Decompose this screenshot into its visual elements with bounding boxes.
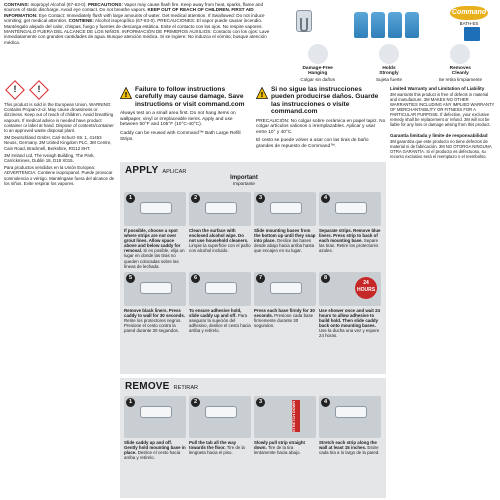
feature-holds-strongly: Holds Strongly Sujeta fuerte <box>359 44 419 82</box>
bottles-image <box>354 8 426 38</box>
warranty-column <box>390 86 496 165</box>
apply-step-2: 2 Clean the surface with enclosed alcohol wipe. Do not use household cleaners. Limpie la superficie con el paño con alcohol incluido. <box>189 192 251 269</box>
press-base-image <box>270 282 302 294</box>
warning-en: ! Failure to follow instructions carefully may cause damage. Save instructions or visit command.com Always test on a small area first. Do not hang items on wallpaper, vinyl or irreplaceable items. Apply and use between 50°F and 105°F (10°C-40°C). Caddy can be reused with Command™ Bath Large Refill Strips. <box>120 86 245 142</box>
eu-address-1: 3M Deutschland GmbH, Carl-Schurz-Str. 1, 41453 Neuss, Germany. 3M United Kingdom PLC, 3M Centre, Cain Road, Bracknell, Berkshire, RG12 8HT. <box>4 135 112 151</box>
contains-label: CONTAINS: <box>4 2 30 7</box>
remove-steps <box>124 396 382 460</box>
apply-step-4: 4 Separate strips. Remove blue liners. Press strip to back of each mounting base. Separe las tiras. Retire los protectores azules. <box>319 192 381 269</box>
apply-step-6: 6 To ensure adhesive hold, slide caddy up and off. Para asegurar la sujeción del adhesivo, deslice el cesto hacia arriba y retírelo. <box>189 272 251 339</box>
remove-title-es: RETIRAR <box>173 385 199 391</box>
apply-step-1: 1 If possible, choose a spot where strips are not over grout lines. Allow space above and below caddy for removal. Si es posible, elija un lugar en donde las tiras no queden colocadas sobre las líneas de lechada. <box>124 192 186 269</box>
warranty-title-es: Garantía limitada y límite de responsabilidad <box>390 133 488 138</box>
warning-es: ! Si no sigue las instrucciones pueden producirse daños. Guarde las instrucciones o visite command.com PRECAUCIÓN: No colgar sobre cerámica en papel tapiz. No colgar artículos valiosos o irremplazables. Aplicar y usar entre 10° y 40°C. El cesto se puede volver a usar con las tiras de baño grandes de repuesto de Command™. <box>256 86 386 149</box>
feature-strip <box>282 4 496 82</box>
hanger-image <box>286 6 322 40</box>
caddy-press-image <box>140 282 172 294</box>
stretch-down-label: STRETCH DOWN <box>292 400 300 432</box>
children-text: Eye Contact: Immediately flush with large amounts of water. Get medical attention. If Swallowed: Do not induce vomiting; get medical attention. <box>4 12 265 24</box>
keep-out-label: KEEP OUT OF REACH OF <box>147 7 204 13</box>
wipe-image <box>205 202 237 214</box>
brand-logo <box>450 6 494 40</box>
strip-image <box>335 202 367 214</box>
svg-text:!: ! <box>260 91 264 99</box>
warning-triangle-icon <box>256 87 268 99</box>
feature-removes-cleanly: Removes Cleanly Se retira limpiamente <box>430 44 490 82</box>
strength-icon <box>379 44 399 64</box>
svg-text:!: ! <box>124 91 128 99</box>
remove-step-4: 4 Stretch each strip along the wall at least 15 inches. Estire cada tira a lo largo de la pared. <box>319 396 381 460</box>
precautions-label: PRECAUTIONS: <box>87 2 123 7</box>
warranty-text: 3M warrants this product is free of defects in material and manufacture. 3M MAKES NO OTHER WARRANTIES INCLUDING ANY IMPLIED WARRANTY OF MERCHANTABILITY OR FITNESS FOR A PARTICULAR PURPOSE. If defective, your exclusive remedy shall be replacement or refund. 3M will not be liable for any loss or damage arising from this product. <box>390 92 495 127</box>
features-row <box>282 44 496 82</box>
important-note: Important Importante <box>230 175 258 187</box>
children-label: CHILDREN. FIRST AID INFORMATION: <box>4 7 254 18</box>
top-warning-block <box>4 2 280 45</box>
apply-step-5: 5 Remove black liners. Press caddy to wall for 30 seconds. Retire los protectores negros. Presione el cesto contra la pared durante 30 segundos. <box>124 272 186 339</box>
mounting-base-image <box>270 202 302 214</box>
wall-icon <box>308 44 328 64</box>
eu-address-2: 3M Ireland Ltd, The Iveagh Building, The Park, Carrickmines, Dublin 18, D18 X015. <box>4 152 95 164</box>
warning-triangle-icon <box>120 87 132 99</box>
warranty-title: Limited Warranty and Limitation of Liability <box>390 86 485 91</box>
apply-title: APPLY <box>125 165 159 176</box>
eu-info-column <box>4 80 116 188</box>
apply-title-es: APLICAR <box>162 169 187 175</box>
caddy-image <box>140 202 172 214</box>
hazard-pictograms <box>4 80 116 100</box>
remove-panel <box>120 378 386 498</box>
es-contiene-label: CONTIENE: <box>68 18 94 24</box>
brand-sub: BATH-ES <box>459 21 479 26</box>
remove-step-2: 2 Pull the tab all the way towards the floor. Tire de la lengüeta hacia el piso. <box>189 396 251 460</box>
apply-panel <box>120 162 386 374</box>
exclamation-hazard-icon <box>5 80 25 100</box>
package-icon <box>464 27 480 41</box>
flame-hazard-icon <box>29 80 49 100</box>
remove-step-3: 3 STRETCH DOWN Slowly pull strip straight down. Tire de la tira lentamente hacia abajo. <box>254 396 316 460</box>
remove-step-1: 1 Slide caddy up and off. Gently hold mounting base in place. Deslice el cesto hacia arriba y retírelo. <box>124 396 186 460</box>
feature-damage-free: Damage-Free Hanging Colgar sin daños <box>288 44 348 82</box>
remove-title: REMOVE <box>125 381 170 392</box>
precautions-text: Vapor may cause flash fire. Keep away from heat, sparks, flame and sources of static discharge. Avoid eye contact. Do not breathe vapors. <box>4 2 264 13</box>
eu-warning: This product is sold in the European Union. WARNING: Contains Propan-2-ol. May cause drowsiness or dizziness. Keep out of reach of children. Avoid breathing vapours. If medical advice is needed have product container or label at hand. Dispose of contents/container to an approved waste disposal plant. <box>4 102 114 134</box>
contains-text: Isopropyl Alcohol (67-63-0). <box>30 2 87 7</box>
instructions-warning <box>120 86 386 150</box>
slide-off-image <box>205 282 237 294</box>
apply-step-3: 3 Slide mounting bases from the bottom up until they snap into place. Deslice las bases desde abajo hacia arriba hasta que encajen en su lugar. <box>254 192 316 269</box>
24-hours-stamp: 24 HOURS <box>355 277 377 299</box>
brand-name: Command <box>450 6 488 20</box>
clean-remove-icon <box>450 44 470 64</box>
apply-step-7: 7 Press each base firmly for 30 seconds. Presione cada base firmemente durante 30 segundos. <box>254 272 316 339</box>
es-warning-text: Alcohol isopropílico (67-63-0). PRECAUCIONES: El vapor puede causar incendio. Manténgalo alejado del calor, chispas, fuego y fuentes de descarga estática. Evite el contacto con los ojos. No respire vapores. MANTÉNGALO FUERA DEL ALCANCE DE LOS NIÑOS. INFORMACIÓN DE PRIMEROS AUXILIOS: Contacto con los ojos: Lave inmediatamente con grandes cantidades de agua. Busque atención médica. Si se ingiere: No induzca el vómito; busque atención médica. <box>4 18 270 45</box>
warranty-text-es: 3M garantiza que este producto no tiene defectos de material ni de fabricación. 3M NO OTORGA NINGUNA OTRA GARANTÍA. Si el producto es defectuoso, su recurso exclusivo será el reemplazo o el reembolso. <box>390 139 492 159</box>
eu-warning-es: Para productos vendidos en la Unión Europea: ADVERTENCIA: Contiene isopropanol. Puede provocar somnolencia o vértigo. Manténgase fuera del alcance de los niños. Evite respirar los vapores. <box>4 165 115 186</box>
apply-step-8: 8 24 HOURS Use shower once and wait 24 hours to allow adhesive to build hold. Then slide caddy back onto mounting bases. Use la ducha una vez y espere 24 horas. <box>319 272 381 339</box>
apply-steps <box>124 192 382 338</box>
